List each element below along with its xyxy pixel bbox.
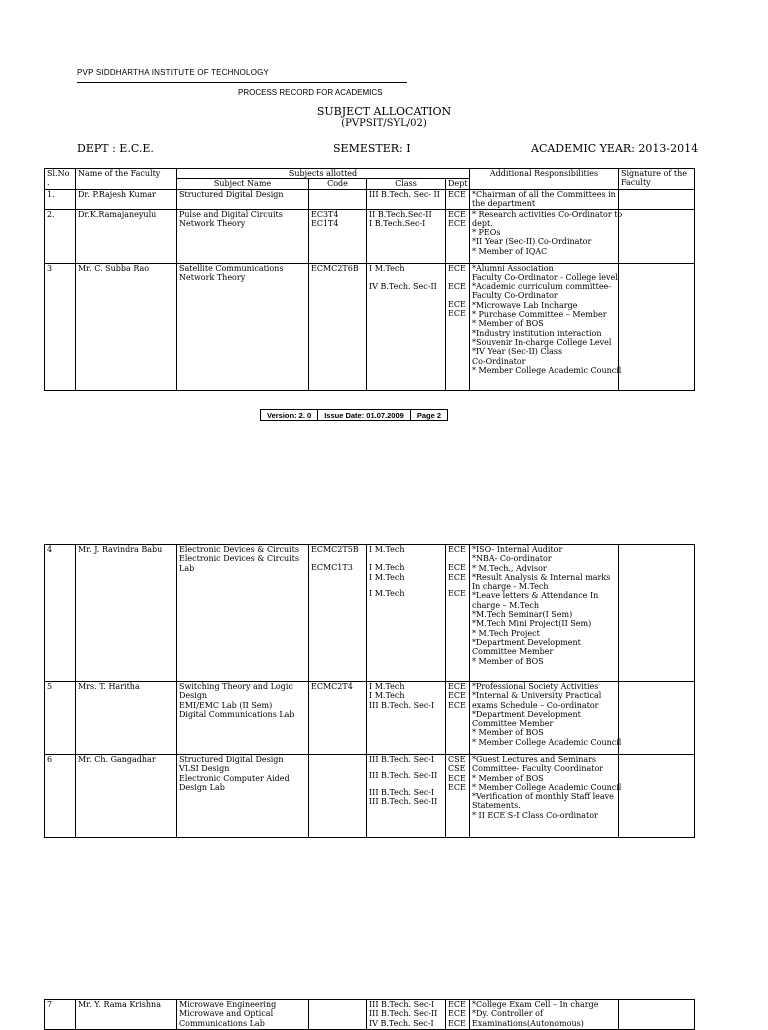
resp-line: *II Year (Sec-II) Co-Ordinator: [472, 237, 592, 247]
document-title: SUBJECT ALLOCATION: [316, 105, 452, 118]
faculty-name: Dr. P.Rajesh Kumar: [76, 189, 177, 209]
code-cell: [309, 545, 367, 682]
class-line: III B.Tech. Sec-II: [369, 771, 438, 781]
class-header: Class: [367, 179, 446, 189]
subjects-allotted-header: Subjects allotted: [177, 169, 470, 179]
resp-line: charge – M.Tech: [472, 600, 539, 610]
resp-line: *M.Tech Mini Project(II Sem): [472, 619, 592, 629]
row-number: 3: [45, 263, 76, 390]
institute-name: PVP SIDDHARTHA INSTITUTE OF TECHNOLOGY: [77, 68, 270, 77]
responsibilities-cell: [470, 189, 619, 209]
class-line: I M.Tech: [369, 545, 405, 554]
responsibilities-cell: [470, 1000, 619, 1030]
subject-cell: [177, 1000, 309, 1030]
subject-line: Network Theory: [179, 272, 246, 282]
class-line: III B.Tech. Sec-II: [369, 796, 438, 806]
resp-line: *Souvenir In-charge College Level: [472, 337, 612, 347]
row-number: 5: [45, 682, 76, 755]
resp-line: Co-Ordinator: [472, 356, 526, 366]
signature-cell: [619, 189, 695, 209]
subject-line: Lab: [179, 563, 195, 573]
dept-line: ECE: [448, 682, 466, 691]
row-number: 7: [45, 1000, 76, 1030]
dept-line: ECE: [448, 189, 466, 199]
subject-line: Network Theory: [179, 218, 246, 228]
class-line: I M.Tech: [369, 572, 405, 582]
subject-name-header: Subject Name: [177, 179, 309, 189]
resp-line: Faculty Co-Ordinator - College level: [472, 272, 618, 282]
class-line: III B.Tech. Sec- II: [369, 189, 440, 199]
responsibilities-cell: [470, 209, 623, 263]
issue-date-label: Issue Date: 01.07.2009: [318, 410, 411, 421]
class-cell: [367, 263, 446, 390]
document-code: (PVPSIT/SYL/02): [341, 118, 427, 129]
resp-line: *Microwave Lab Incharge: [472, 300, 578, 310]
class-line: I M.Tech: [369, 691, 405, 701]
class-line: [369, 764, 443, 771]
dept-line: [448, 582, 467, 589]
dept-cell: [446, 209, 470, 263]
resp-line: *Result Analysis & Internal marks: [472, 572, 611, 582]
faculty-name: Mr. J. Ravindra Babu: [76, 545, 177, 682]
version-label: Version: 2. 0: [261, 410, 318, 421]
class-line: IV B.Tech. Sec-I: [369, 1018, 434, 1028]
faculty-name: Dr.K.Ramajaneyulu: [76, 209, 177, 263]
class-cell: [367, 545, 446, 682]
subject-line: Satellite Communications: [179, 263, 284, 273]
dept-line: ECE: [448, 563, 466, 573]
faculty-name: Mr. Ch. Gangadhar: [76, 755, 177, 838]
subject-allocation-table-page3: [44, 999, 695, 1030]
class-line: III B.Tech. Sec-I: [369, 787, 435, 797]
resp-line: *NBA- Co-ordinator: [472, 554, 552, 564]
code-cell: [309, 682, 367, 755]
row-number: 4: [45, 545, 76, 682]
subject-line: Switching Theory and Logic: [179, 682, 293, 691]
subject-line: Structured Digital Design: [179, 189, 284, 199]
subject-allocation-table-continued: [44, 544, 695, 838]
subject-allocation-table: [44, 168, 695, 391]
subject-line: Pulse and Digital Circuits: [179, 209, 283, 219]
dept-line: ECE: [448, 700, 466, 710]
class-cell: [367, 209, 446, 263]
dept-line: CSE: [448, 755, 466, 764]
resp-line: Committee- Faculty Coordinator: [472, 764, 604, 774]
page-number-label: Page 2: [410, 410, 447, 421]
responsibilities-cell: [470, 755, 622, 838]
resp-line: *College Exam Cell – In charge: [472, 1000, 599, 1009]
table-row: [45, 545, 695, 682]
faculty-name: Mr. C. Subba Rao: [76, 263, 177, 390]
dept-cell: [446, 545, 470, 682]
code-line: [311, 554, 364, 563]
resp-line: the department: [472, 198, 536, 208]
table-header-row: [45, 169, 695, 179]
resp-line: * Research activities Co-Ordinator to: [472, 209, 623, 219]
resp-line: *Internal & University Practical: [472, 691, 602, 701]
table-row: [45, 1000, 695, 1030]
subject-cell: [177, 209, 309, 263]
subject-line: Microwave and Optical: [179, 1009, 274, 1019]
subject-cell: [177, 755, 309, 838]
resp-line: In charge - M.Tech: [472, 582, 549, 592]
class-line: [369, 554, 443, 563]
responsibilities-header: Additional Responsibilities: [470, 169, 619, 190]
dept-line: ECE: [448, 1018, 466, 1028]
dept-line: ECE: [448, 572, 466, 582]
resp-line: Examinations(Autonomous): [472, 1018, 584, 1028]
code-line: ECMC2T6B: [311, 263, 359, 273]
dept-line: ECE: [448, 588, 466, 598]
responsibilities-cell: [470, 545, 619, 682]
resp-line: *Industry institution interaction: [472, 328, 602, 338]
code-header: Code: [309, 179, 367, 189]
faculty-header: Name of the Faculty: [76, 169, 177, 190]
dept-line: [448, 554, 467, 563]
dept-line: ECE: [448, 281, 466, 291]
resp-line: *IV Year (Sec-II) Class: [472, 347, 563, 357]
signature-cell: [619, 1000, 695, 1030]
table-row: [45, 209, 695, 263]
code-line: ECMC1T3: [311, 563, 353, 573]
dept-line: ECE: [448, 545, 466, 554]
resp-line: *Leave letters & Attendance In: [472, 591, 599, 601]
class-line: I M.Tech: [369, 563, 405, 573]
class-line: [369, 781, 443, 788]
subject-cell: [177, 263, 309, 390]
slno-header: [45, 169, 76, 190]
resp-line: * M.Tech Project: [472, 628, 540, 638]
class-cell: [367, 755, 446, 838]
dept-line: ECE: [448, 782, 466, 792]
slno-header-dot: .: [47, 178, 50, 188]
resp-line: *Dy. Controller of: [472, 1009, 543, 1019]
slno-header-text: Sl.No: [47, 169, 70, 178]
resp-line: * Member of BOS: [472, 319, 544, 329]
signature-cell: [619, 209, 695, 263]
subject-line: VLSI Design: [179, 764, 230, 774]
row-number: 6: [45, 755, 76, 838]
dept-line: ECE: [448, 263, 466, 273]
code-cell: [309, 189, 367, 209]
class-line: I M.Tech: [369, 682, 405, 691]
code-cell: [309, 209, 367, 263]
signature-cell: [619, 682, 695, 755]
code-cell: [309, 263, 367, 390]
code-line: EC3T4: [311, 209, 339, 219]
dept-cell: [446, 755, 470, 838]
resp-line: * Member of BOS: [472, 656, 544, 666]
process-record-title: PROCESS RECORD FOR ACADEMICS: [238, 88, 383, 97]
resp-line: * Member College Academic Council: [472, 737, 622, 747]
dept-header: Dept: [446, 179, 470, 189]
resp-line: *Professional Society Activities: [472, 682, 599, 691]
subject-line: Electronic Devices & Circuits: [179, 554, 299, 564]
table-row: [45, 263, 695, 390]
resp-line: Committee Member: [472, 647, 554, 657]
class-cell: [367, 682, 446, 755]
dept-line: [448, 273, 467, 282]
subject-line: Electronic Computer Aided: [179, 773, 290, 783]
class-line: I M.Tech: [369, 263, 405, 273]
table-row: [45, 755, 695, 838]
signature-header: Signature of the Faculty: [619, 169, 695, 190]
resp-line: *Department Development: [472, 637, 581, 647]
class-line: III B.Tech. Sec-I: [369, 1000, 435, 1009]
responsibilities-cell: [470, 263, 622, 390]
subject-line: Structured Digital Design: [179, 755, 284, 764]
resp-line: exams Schedule – Co-ordinator: [472, 700, 599, 710]
class-line: [369, 273, 443, 282]
code-line: ECMC2T5B: [311, 545, 359, 554]
resp-line: dept.: [472, 218, 493, 228]
resp-line: *M.Tech Seminar(I Sem): [472, 610, 573, 620]
academic-year-label: ACADEMIC YEAR: 2013-2014: [531, 142, 699, 155]
faculty-name: Mrs. T. Haritha: [76, 682, 177, 755]
resp-line: * PEOs: [472, 228, 501, 238]
resp-line: *Department Development: [472, 709, 581, 719]
class-line: [369, 582, 443, 589]
resp-line: * Member College Academic Council: [472, 782, 622, 792]
resp-line: Faculty Co-Ordinator: [472, 291, 558, 301]
dept-line: ECE: [448, 1009, 466, 1019]
class-line: III B.Tech. Sec-II: [369, 1009, 438, 1019]
signature-cell: [619, 263, 695, 390]
resp-line: * Member College Academic Council: [472, 365, 622, 375]
dept-line: ECE: [448, 1000, 466, 1009]
resp-line: * Member of BOS: [472, 773, 544, 783]
dept-cell: [446, 682, 470, 755]
class-line: III B.Tech. Sec-I: [369, 755, 435, 764]
dept-cell: [446, 263, 470, 390]
code-cell: [309, 1000, 367, 1030]
responsibilities-cell: [470, 682, 622, 755]
table-row: [45, 189, 695, 209]
subject-line: Design Lab: [179, 782, 225, 792]
resp-line: *Alumni Association: [472, 263, 554, 273]
code-line: ECMC2T4: [311, 682, 353, 691]
header-divider: [77, 82, 407, 83]
class-line: I B.Tech.Sec-I: [369, 218, 426, 228]
subject-line: EMI/EMC Lab (II Sem): [179, 700, 273, 710]
subject-line: Design: [179, 691, 208, 701]
subject-cell: [177, 189, 309, 209]
class-line: III B.Tech. Sec-I: [369, 700, 435, 710]
subject-line: Electronic Devices & Circuits: [179, 545, 299, 554]
class-cell: [367, 189, 446, 209]
subject-line: Communications Lab: [179, 1018, 265, 1028]
dept-line: ECE: [448, 309, 466, 319]
dept-line: ECE: [448, 218, 466, 228]
subject-line: Digital Communications Lab: [179, 709, 295, 719]
resp-line: * Purchase Committee – Member: [472, 310, 607, 320]
resp-line: Statements.: [472, 801, 521, 811]
class-line: II B.Tech.Sec-II: [369, 209, 432, 219]
table-row: [45, 682, 695, 755]
dept-line: CSE: [448, 764, 466, 774]
signature-cell: [619, 755, 695, 838]
resp-line: *Chairman of all the Committees in: [472, 189, 616, 199]
subject-cell: [177, 545, 309, 682]
resp-line: * II ECE S-I Class Co-ordinator: [472, 810, 598, 820]
faculty-name: Mr. Y. Rama Krishna: [76, 1000, 177, 1030]
dept-line: ECE: [448, 209, 466, 219]
dept-cell: [446, 189, 470, 209]
dept-line: ECE: [448, 773, 466, 783]
class-line: I M.Tech: [369, 588, 405, 598]
class-cell: [367, 1000, 446, 1030]
version-footer: [260, 409, 448, 421]
dept-line: ECE: [448, 691, 466, 701]
class-line: IV B.Tech. Sec-II: [369, 281, 437, 291]
resp-line: *Guest Lectures and Seminars: [472, 755, 597, 764]
code-line: EC1T4: [311, 218, 339, 228]
resp-line: * M.Tech., Advisor: [472, 563, 547, 573]
resp-line: *Academic curriculum committee-: [472, 282, 611, 292]
row-number: 1.: [45, 189, 76, 209]
resp-line: Committee Member: [472, 719, 554, 729]
dept-line: ECE: [448, 300, 466, 310]
code-cell: [309, 755, 367, 838]
dept-line: [448, 291, 467, 300]
resp-line: * Member of BOS: [472, 728, 544, 738]
dept-cell: [446, 1000, 470, 1030]
signature-cell: [619, 545, 695, 682]
resp-line: *ISO- Internal Auditor: [472, 545, 563, 554]
subject-line: Microwave Engineering: [179, 1000, 277, 1009]
row-number: 2.: [45, 209, 76, 263]
dept-label: DEPT : E.C.E.: [77, 142, 154, 155]
subject-cell: [177, 682, 309, 755]
resp-line: * Member of IQAC: [472, 246, 548, 256]
resp-line: *Verification of monthly Staff leave: [472, 792, 614, 802]
semester-label: SEMESTER: I: [333, 142, 411, 155]
